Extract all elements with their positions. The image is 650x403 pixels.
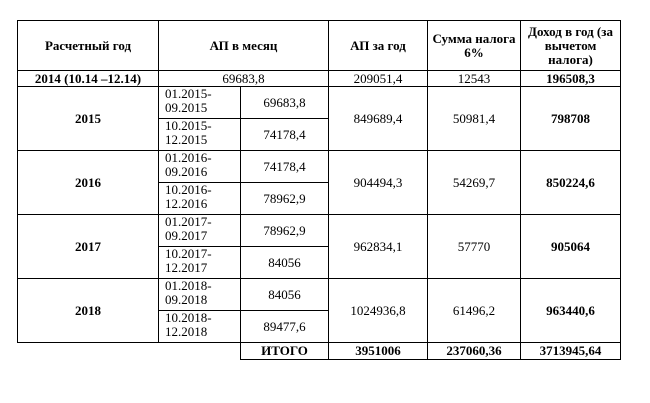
period-cell: 10.2015-12.2015	[159, 119, 241, 151]
table-row-2018	[18, 279, 621, 311]
period-amount-cell: 78962,9	[241, 215, 329, 247]
period-cell: 01.2016-09.2016	[159, 151, 241, 183]
income-cell: 905064	[521, 215, 621, 279]
ap-year-cell: 1024936,8	[329, 279, 428, 343]
year-cell: 2014 (10.14 –12.14)	[18, 71, 159, 87]
total-ap-year: 3951006	[329, 343, 428, 360]
header-ap-year: АП за год	[329, 21, 428, 71]
income-cell: 798708	[521, 87, 621, 151]
period-cell: 01.2015-09.2015	[159, 87, 241, 119]
table-row-2014	[18, 71, 621, 87]
year-cell: 2017	[18, 215, 159, 279]
period-cell: 01.2018-09.2018	[159, 279, 241, 311]
blank-cell	[18, 343, 241, 360]
income-cell: 963440,6	[521, 279, 621, 343]
header-year: Расчетный год	[18, 21, 159, 71]
total-tax: 237060,36	[428, 343, 521, 360]
ap-year-cell: 209051,4	[329, 71, 428, 87]
table-row-2016	[18, 151, 621, 183]
period-cell: 01.2017-09.2017	[159, 215, 241, 247]
period-amount-cell: 89477,6	[241, 311, 329, 343]
ap-year-cell: 962834,1	[329, 215, 428, 279]
period-amount-cell: 74178,4	[241, 119, 329, 151]
period-cell: 10.2018-12.2018	[159, 311, 241, 343]
tax-cell: 50981,4	[428, 87, 521, 151]
period-cell: 10.2017-12.2017	[159, 247, 241, 279]
total-income: 3713945,64	[521, 343, 621, 360]
header-income: Доход в год (за вычетом налога)	[521, 21, 621, 71]
year-cell: 2015	[18, 87, 159, 151]
table-row-2015	[18, 87, 621, 119]
ap-year-cell: 849689,4	[329, 87, 428, 151]
year-cell: 2018	[18, 279, 159, 343]
table-row-2017	[18, 215, 621, 247]
header-ap-month: АП в месяц	[159, 21, 329, 71]
period-amount-cell: 84056	[241, 247, 329, 279]
period-amount-cell: 78962,9	[241, 183, 329, 215]
period-amount-cell: 69683,8	[241, 87, 329, 119]
income-cell: 196508,3	[521, 71, 621, 87]
ap-year-cell: 904494,3	[329, 151, 428, 215]
total-label: ИТОГО	[241, 343, 329, 360]
tax-cell: 61496,2	[428, 279, 521, 343]
tax-cell: 12543	[428, 71, 521, 87]
period-amount-cell: 84056	[241, 279, 329, 311]
period-amount-cell: 74178,4	[241, 151, 329, 183]
year-cell: 2016	[18, 151, 159, 215]
tax-cell: 57770	[428, 215, 521, 279]
total-row	[18, 343, 621, 360]
header-tax: Сумма налога 6%	[428, 21, 521, 71]
tax-cell: 54269,7	[428, 151, 521, 215]
income-cell: 850224,6	[521, 151, 621, 215]
header-row	[18, 21, 621, 71]
period-cell: 10.2016-12.2016	[159, 183, 241, 215]
annual-income-table	[17, 20, 621, 360]
ap-month-cell: 69683,8	[159, 71, 329, 87]
